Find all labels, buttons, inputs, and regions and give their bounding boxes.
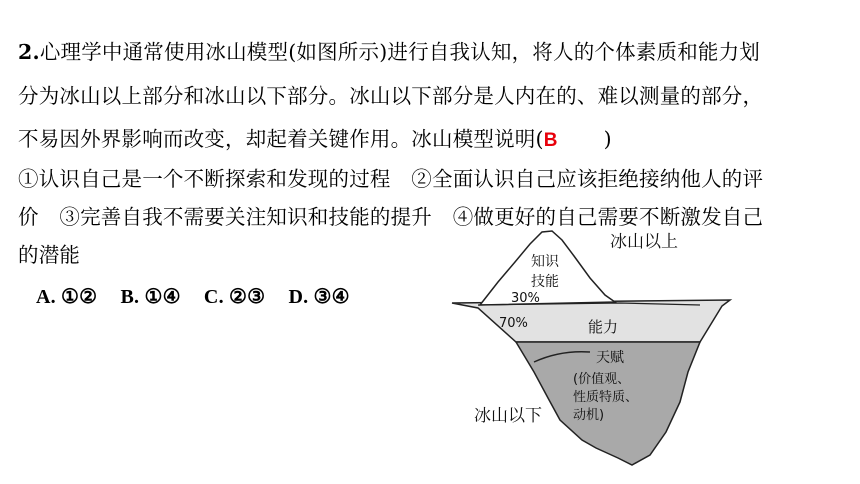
statement-line-2: 价 ③完善自我不需要关注知识和技能的提升 ④做更好的自己需要不断激发自己	[18, 205, 764, 229]
question-number: 2.	[18, 40, 40, 64]
above-water-label: 冰山以上	[610, 232, 678, 252]
statement-line-1: ①认识自己是一个不断探索和发现的过程 ②全面认识自己应该拒绝接纳他人的评	[18, 167, 764, 191]
tip-label-knowledge: 知识	[531, 254, 559, 270]
option-c[interactable]: C. ②③	[203, 286, 266, 308]
question-line-2: 分为冰山以上部分和冰山以下部分。冰山以下部分是人内在的、难以测量的部分，	[18, 84, 764, 108]
below-water-label: 冰山以下	[474, 406, 542, 426]
percent-above: 30%	[511, 291, 540, 306]
question-stem-3: 不易因外界影响而改变，却起着关键作用。冰山模型说明	[18, 127, 536, 151]
open-paren: (	[535, 127, 544, 151]
percent-below: 70%	[499, 316, 528, 331]
inner-traits-line-3: 动机)	[573, 408, 605, 423]
statement-line-3: 的潜能	[18, 243, 81, 267]
close-paren: )	[603, 127, 612, 151]
talent-label: 天赋	[596, 350, 624, 366]
option-b[interactable]: B. ①④	[120, 286, 181, 308]
ability-label: 能力	[588, 318, 619, 336]
answer-mark: B	[543, 130, 558, 151]
question-stem-1: 心理学中通常使用冰山模型(如图所示)进行自我认知，将人的个体素质和能力划	[39, 40, 761, 64]
option-d[interactable]: D. ③④	[288, 286, 350, 308]
inner-traits-line-1: (价值观、	[573, 372, 631, 387]
option-a[interactable]: A. ①②	[36, 286, 98, 308]
inner-traits-line-2: 性质特质、	[573, 390, 639, 405]
tip-label-skill: 技能	[531, 274, 559, 290]
